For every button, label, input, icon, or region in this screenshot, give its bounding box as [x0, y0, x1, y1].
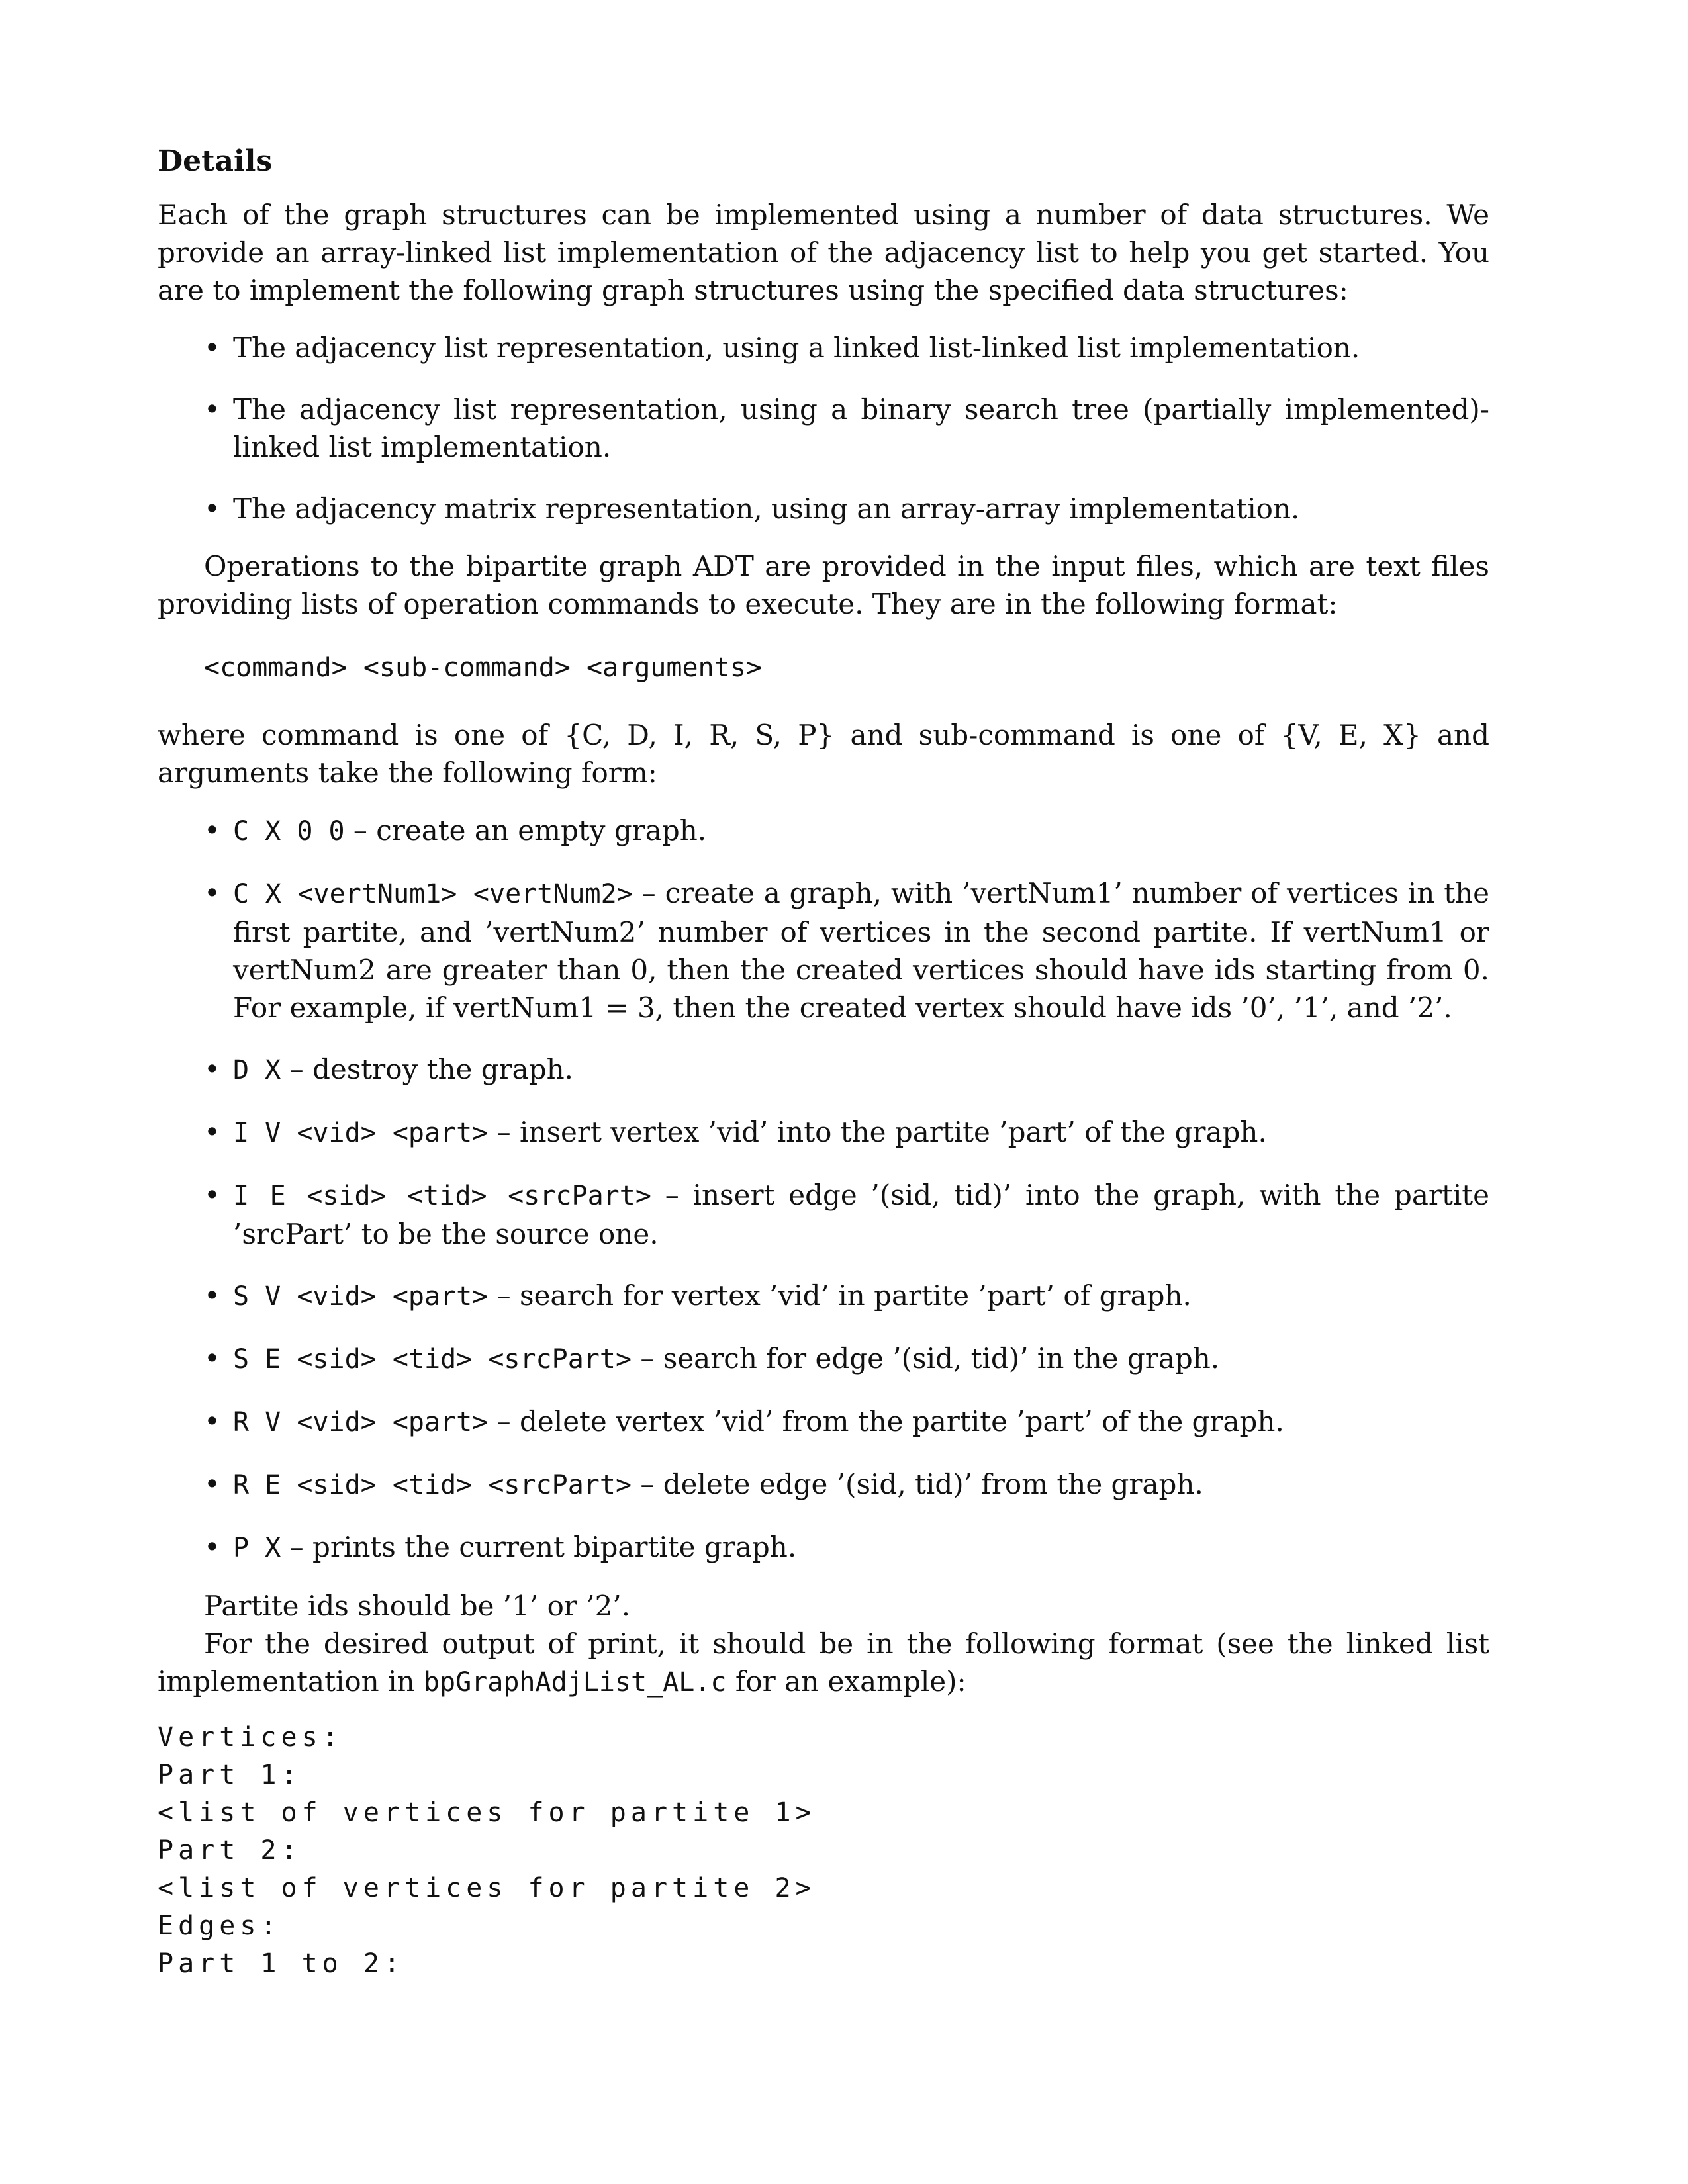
command-desc: – delete edge ’(sid, tid)’ from the graph.: [632, 1468, 1203, 1500]
command-desc: – create an empty graph.: [344, 814, 707, 846]
command-item: [204, 1528, 1489, 1567]
command-desc: – create a graph, with ’vertNum1’ number of vertices in the first partite, and ’vertNum2’ number of vertices in the second partite. If vertNum1 or vertNum2 are greater than 0, then the created vertices should have ids starting from 0. For example, if vertNum1 = 3, then the created vertex should have ids ’0’, ’1’, and ’2’.: [233, 877, 1489, 1024]
bullet-icon: •: [204, 393, 220, 426]
command-code: R V <vid> <part>: [233, 1407, 489, 1437]
command-desc: – prints the current bipartite graph.: [281, 1531, 797, 1563]
output-line: <list of vertices for partite 1>: [158, 1797, 816, 1828]
command-item: [204, 1402, 1489, 1441]
bullet-icon: •: [204, 1053, 220, 1085]
file-name: bpGraphAdjList_AL.c: [423, 1667, 727, 1698]
command-code: S E <sid> <tid> <srcPart>: [233, 1344, 632, 1375]
output-line: Part 1 to 2:: [158, 1948, 404, 1979]
list-item: • The adjacency list representation, using a binary search tree (partially implemented)-linked list implementation.: [233, 390, 1489, 466]
command-code: D X: [233, 1055, 281, 1085]
list-item: • The adjacency list representation, using a linked list-linked list implementation.: [233, 329, 1489, 367]
command-code: P X: [233, 1533, 281, 1563]
bullet-icon: •: [204, 1405, 220, 1437]
bullet-icon: •: [204, 1342, 220, 1375]
command-code: R E <sid> <tid> <srcPart>: [233, 1470, 632, 1500]
command-desc: – search for vertex ’vid’ in partite ’part’ of graph.: [488, 1279, 1192, 1312]
command-item: [204, 1050, 1489, 1089]
bullet-icon: •: [204, 1531, 220, 1563]
bullet-icon: •: [204, 1116, 220, 1148]
operations-paragraph: Operations to the bipartite graph ADT are provided in the input files, which are text files providing lists of operation commands to execute. They are in the following format:: [158, 550, 1489, 620]
command-code: C X <vertNum1> <vertNum2>: [233, 879, 633, 909]
where-paragraph: where command is one of {C, D, I, R, S, P} and sub-command is one of {V, E, X} and arguments take the following form:: [158, 719, 1489, 789]
command-desc: – search for edge ’(sid, tid)’ in the graph.: [632, 1342, 1220, 1375]
bullet-icon: •: [204, 1279, 220, 1312]
command-code: I V <vid> <part>: [233, 1118, 489, 1148]
output-line: Edges:: [158, 1911, 281, 1941]
bullet-icon: •: [204, 814, 220, 846]
command-code: I E <sid> <tid> <srcPart>: [233, 1181, 651, 1211]
bullet-icon: •: [204, 332, 220, 364]
command-desc: – destroy the graph.: [281, 1053, 573, 1085]
command-item: [204, 874, 1489, 1026]
command-desc: – delete vertex ’vid’ from the partite ’part’ of the graph.: [488, 1405, 1284, 1437]
commands-list: [158, 811, 1489, 1567]
bullet-icon: •: [204, 492, 220, 525]
command-item: [204, 1277, 1489, 1316]
command-desc: – insert vertex ’vid’ into the partite ’part’ of the graph.: [488, 1116, 1267, 1148]
command-item: [204, 1465, 1489, 1504]
command-item: [204, 1176, 1489, 1253]
print-format-paragraph: For the desired output of print, it should be in the following format (see the linked list implementation in bpGraphAdjList_AL.c for an example):: [158, 1627, 1489, 1698]
command-code: S V <vid> <part>: [233, 1281, 489, 1312]
command-code: C X 0 0: [233, 816, 345, 846]
command-item: [204, 1113, 1489, 1152]
command-desc: – insert edge ’(sid, tid)’ into the graph, with the partite ’srcPart’ to be the source one.: [233, 1179, 1489, 1250]
output-line: Vertices:: [158, 1722, 343, 1752]
print-output-format: [158, 1719, 1489, 1983]
output-line: <list of vertices for partite 2>: [158, 1873, 816, 1903]
document-page: [158, 132, 1489, 1983]
partite-note: Partite ids should be ’1’ or ’2’.: [204, 1590, 631, 1622]
command-item: [204, 1340, 1489, 1379]
bullet-icon: •: [204, 877, 220, 909]
output-line: Part 1:: [158, 1760, 302, 1790]
bullet-icon: •: [204, 1468, 220, 1500]
intro-paragraph: Each of the graph structures can be implemented using a number of data structures. We provide an array-linked list implementation of the adjacency list to help you get started. You are to implement the following graph structures using the specified data structures:: [158, 199, 1489, 306]
section-heading: Details: [158, 144, 273, 178]
command-format-line: <command> <sub-command> <arguments>: [204, 653, 762, 683]
list-item: • The adjacency matrix representation, using an array-array implementation.: [233, 490, 1489, 527]
bullet-icon: •: [204, 1179, 220, 1211]
structures-list: [158, 329, 1489, 527]
command-item: [204, 811, 1489, 850]
output-line: Part 2:: [158, 1835, 302, 1866]
